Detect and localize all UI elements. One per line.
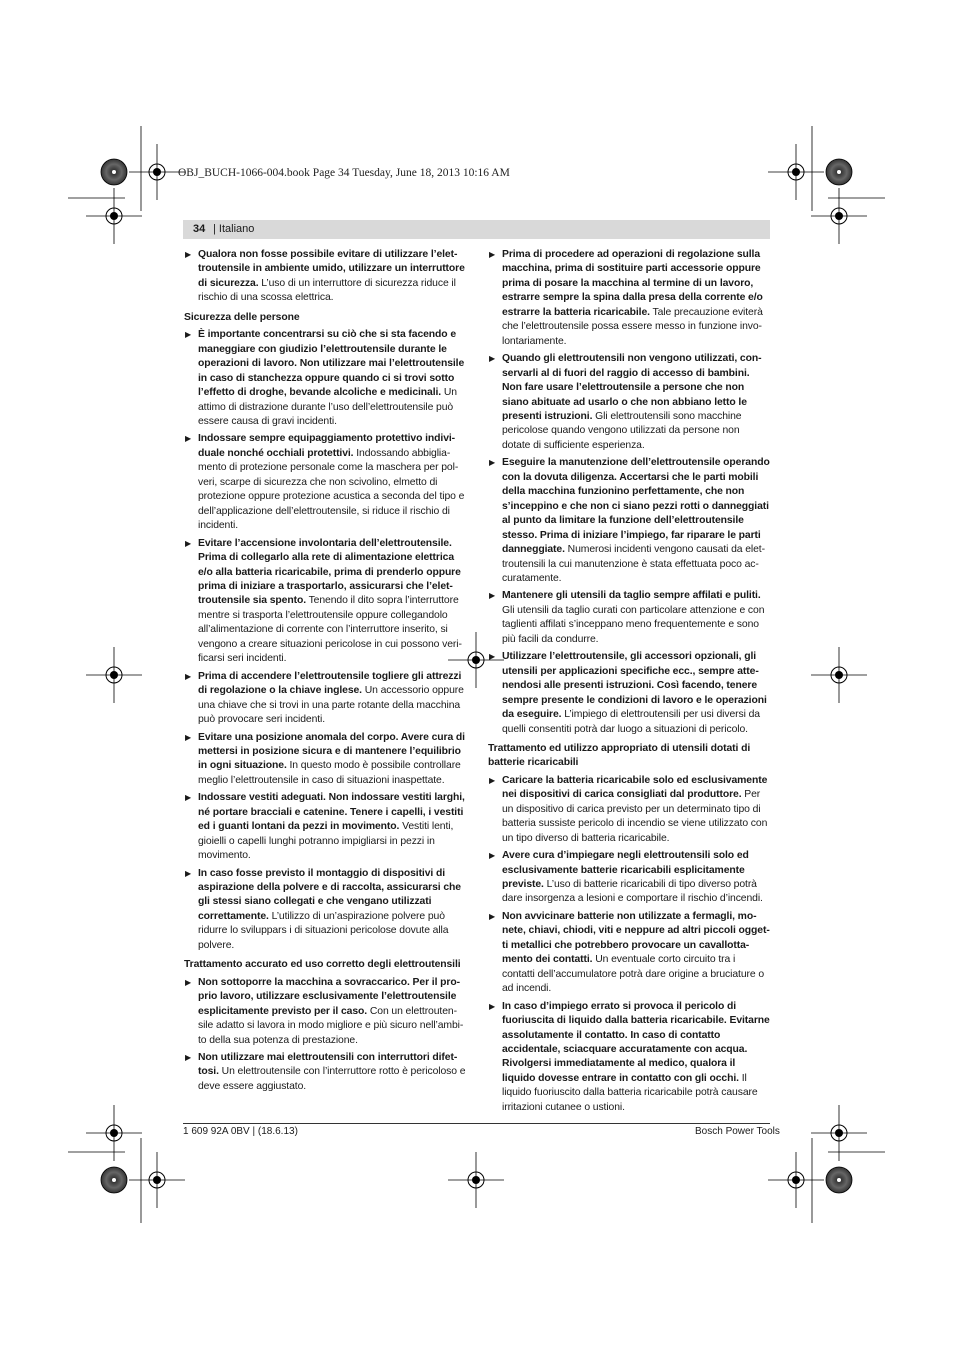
item-text: L’uso di batterie ricaricabili di tipo diverso potrà dare insorgenza a lesioni e comportare il rischio d’incendi.: [502, 879, 763, 905]
item-bold: Evitare l’accensione involontaria dell’elettroutensile. Prima di collegarlo alla rete di alimentazione elettrica e/o alla batteria ricaricabile, prima di prenderlo oppure prima di iniziare a trasportarlo, assicurarsi che l’elettroutensile sia spento.: [198, 537, 461, 607]
bullet-arrow-icon: ▶: [489, 652, 496, 662]
item-text: Con un elettroutensile adatto si lavora in modo migliore e più sicuro nell’ambito della sua potenza di prestazione.: [198, 1005, 464, 1046]
list-item: [184, 248, 466, 306]
item-bold: Non sottoporre la macchina a sovraccarico. Per il proprio lavoro, utilizzare esclusivamente l’elettroutensile esplicitamente previsto per il caso.: [198, 976, 461, 1017]
list-item: [488, 248, 770, 349]
list-item: [488, 456, 770, 586]
list-item: [184, 731, 466, 789]
item-bold: Non avvicinare batterie non utilizzate a fermagli, monete, chiavi, chiodi, viti e neppure ad altri piccoli oggetti metallici che potrebbero provocare un cavallottamento dei contatti.: [502, 910, 770, 966]
list-item: [488, 774, 770, 846]
item-bold: Quando gli elettroutensili non vengono utilizzati, conservarli al di fuori del raggio di accesso di bambini. Non fare usare l’elettroutensile a persone che non siano abituate ad usarlo o che non abbiano letto le presenti istruzioni.: [502, 353, 762, 422]
item-bold: Prima di procedere ad operazioni di regolazione sulla macchina, prima di sostituire parti accessorie oppure prima di posare la macchina al termine di un lavoro, estrarre sempre la spina dalla presa della corrente e/o estrarre la batteria ricaricabile.: [502, 249, 763, 318]
item-text: Gli utensili da taglio curati con particolare attenzione e con taglienti affilati s’inceppano meno frequentemente e sono più facili da condurre.: [502, 604, 765, 645]
item-text: Un eventuale corto circuito tra i contatti dell’accumulatore potrà dare origine a bruciature o ad incendi.: [502, 954, 765, 995]
list-item: [488, 1000, 770, 1116]
footer-brand: Bosch Power Tools: [695, 1126, 780, 1137]
item-bold: Indossare sempre equipaggiamento protettivo individuale nonché occhiali protettivi.: [198, 433, 456, 459]
item-bold: In caso d’impiego errato si provoca il pericolo di fuoriuscita di liquido dalla batteria ricaricabile. Evitarne assolutamente il contatto. In caso di contatto accidentale, sciacquare accuratamente con acqua. Rivolgersi immediatamente al medico, qualora il liquido dovesse entrare in contatto con gli occhi.: [502, 1000, 770, 1084]
item-text: Il liquido fuoriuscito dalla batteria ricaricabile potrà causare irritazioni cutanee o ustioni.: [502, 1072, 758, 1113]
page-number: 34: [193, 223, 206, 235]
item-text: Per un dispositivo di carica previsto per un determinato tipo di batteria sussiste pericolo di incendio se viene utilizzato con un tipo diverso di batteria ricaricabile.: [502, 789, 768, 844]
bullet-arrow-icon: ▶: [185, 868, 192, 878]
bullet-arrow-icon: ▶: [185, 330, 192, 340]
bullet-arrow-icon: ▶: [489, 250, 496, 259]
language-text: Italiano: [218, 223, 255, 235]
section-heading: Sicurezza delle persone: [184, 311, 300, 323]
item-text: L’uso di un interruttore di sicurezza riduce il rischio di una scossa elettrica.: [198, 277, 456, 304]
list-item: [488, 910, 770, 997]
bullet-arrow-icon: ▶: [185, 671, 192, 681]
item-bold: Evitare una posizione anomala del corpo. Avere cura di mettersi in posizione sicura e di mantenere l’equilibrio in ogni situazione.: [198, 731, 465, 772]
bullet-arrow-icon: ▶: [185, 1053, 192, 1063]
item-bold: Caricare la batteria ricaricabile solo ed esclusivamente nei dispositivi di carica consigliati dal produttore.: [502, 774, 768, 801]
bullet-arrow-icon: ▶: [489, 354, 496, 364]
bullet-arrow-icon: ▶: [489, 591, 496, 601]
item-bold: Eseguire la manutenzione dell’elettroutensile operando con la dovuta diligenza. Accertarsi che le parti mobili della macchina funzionino perfettamente, che non s’inceppino e che non ci siano pezzi rotti o danneggiati al punto da limitare la funzione dell’elettroutensile stesso. Prima di iniziare l’impiego, far riparare le parti danneggiate.: [502, 457, 770, 556]
bullet-arrow-icon: ▶: [185, 538, 192, 548]
item-bold: Qualora non fosse possibile evitare di utilizzare l’elettroutensile in ambiente umido, utilizzare un interruttore di sicurezza.: [198, 249, 465, 289]
item-text: Un accessorio oppure una chiave che si trovi in una parte rotante della macchina può provocare seri incidenti.: [198, 685, 464, 726]
list-item: [184, 791, 466, 863]
footer-rule: [183, 1123, 770, 1124]
item-text: In questo modo è possibile controllare meglio l’elettroutensile in caso di situazioni inaspettate.: [198, 760, 461, 786]
list-item: [184, 432, 466, 533]
item-text: Tale precauzione eviterà che l’elettroutensile possa essere messo in funzione involontariamente.: [502, 306, 763, 347]
bullet-arrow-icon: ▶: [185, 793, 192, 803]
bullet-arrow-icon: ▶: [185, 434, 192, 444]
list-item: [488, 352, 770, 453]
list-item: [488, 650, 770, 737]
language-label: [213, 223, 254, 235]
item-text: L’utilizzo di un’aspirazione polvere può ridurre lo sviluppars i di situazioni pericolose dovute alla polvere.: [198, 910, 449, 951]
left-column: [184, 248, 466, 1097]
print-info-line: OBJ_BUCH-1066-004.book Page 34 Tuesday, June 18, 2013 10:16 AM: [178, 167, 510, 179]
item-text: Gli elettroutensili sono macchine pericolose quando vengono utilizzati da persone non dotate di sufficiente esperienza.: [502, 410, 742, 451]
item-text: Indossando abbigliamento di protezione personale come la maschera per polveri, scarpe di sicurezza che non scivolino, elmetto di protezione oppure protezione acustica a seconda del tipo e dell’applicazione dell’elettroutensile, si riduce il rischio di incidenti.: [198, 447, 465, 532]
list-item: [184, 976, 466, 1048]
item-bold: Mantenere gli utensili da taglio sempre affilati e puliti.: [502, 590, 761, 602]
item-bold: In caso fosse previsto il montaggio di dispositivi di aspirazione della polvere e di raccolta, assicurarsi che gli stessi siano collegati e che vengano utilizzati correttamente.: [198, 867, 461, 922]
item-bold: Avere cura d’impiegare negli elettroutensili solo ed esclusivamente batterie ricaricabili esplicitamente previste.: [502, 850, 749, 891]
item-text: Numerosi incidenti vengono causati da elettroutensili la cui manutenzione è stata effettuata poco accuratamente.: [502, 544, 766, 584]
item-bold: Non utilizzare mai elettroutensili con interruttori difettosi.: [198, 1052, 458, 1078]
bullet-arrow-icon: ▶: [185, 732, 192, 742]
bullet-arrow-icon: ▶: [489, 1001, 496, 1011]
list-item: [184, 867, 466, 954]
list-item: [184, 670, 466, 728]
item-text: Un elettroutensile con l’interruttore rotto è pericoloso e deve essere aggiustato.: [198, 1066, 466, 1092]
right-column: [488, 248, 770, 1118]
bullet-arrow-icon: ▶: [185, 250, 192, 259]
item-text: Vestiti lenti, gioielli o capelli lunghi potranno impigliarsi in pezzi in movimento.: [198, 821, 454, 862]
bullet-arrow-icon: ▶: [489, 775, 496, 785]
section-heading: Trattamento ed utilizzo appropriato di utensili dotati di batterie ricaricabili: [488, 742, 751, 769]
item-bold: È importante concentrarsi su ciò che si sta facendo e maneggiare con giudizio l’elettroutensile durante le operazioni di lavoro. Non utilizzare mai l’elettroutensile in caso di stanchezza oppure quando ci si trovi sotto l’effetto di droghe, bevande alcoliche e medicinali.: [198, 329, 465, 399]
header-separator: |: [213, 223, 219, 235]
list-item: [184, 328, 466, 429]
item-bold: Indossare vestiti adeguati. Non indossare vestiti larghi, né portare bracciali e catenine. Tenere i capelli, i vestiti ed i guanti lontani da pezzi in movimento.: [198, 792, 465, 833]
item-bold: Utilizzare l’elettroutensile, gli accessori opzionali, gli utensili per applicazioni specifiche ecc., sempre attenendosi alle presenti istruzioni. Così facendo, tenere sempre presente le condizioni di lavoro e le operazioni da eseguire.: [502, 651, 767, 721]
page-header: [183, 220, 770, 239]
section-heading: Trattamento accurato ed uso corretto degli elettroutensili: [184, 959, 461, 971]
list-item: [488, 589, 770, 647]
footer-doc-number: 1 609 92A 0BV | (18.6.13): [183, 1126, 298, 1137]
bullet-arrow-icon: ▶: [489, 911, 496, 921]
item-text: L’impiego di elettroutensili per usi diversi da quelli consentiti potrà dar luogo a situazioni di pericolo.: [502, 709, 760, 735]
list-item: [184, 537, 466, 667]
list-item: [184, 1051, 466, 1094]
bullet-arrow-icon: ▶: [489, 851, 496, 861]
item-bold: Prima di accendere l’elettroutensile togliere gli attrezzi di regolazione o la chiave inglese.: [198, 670, 462, 697]
item-text: Tenendo il dito sopra l’interruttore mentre si trasporta l’elettroutensile oppure collegandolo all’alimentazione di corrente con l’interruttore inserito, si vengono a creare situazioni pericolose in cui possono verificarsi seri incidenti.: [198, 595, 462, 665]
list-item: [488, 849, 770, 907]
item-text: Un attimo di distrazione durante l’uso dell’elettroutensile può essere causa di gravi incidenti.: [198, 387, 457, 427]
bullet-arrow-icon: ▶: [489, 458, 496, 468]
bullet-arrow-icon: ▶: [185, 977, 192, 987]
